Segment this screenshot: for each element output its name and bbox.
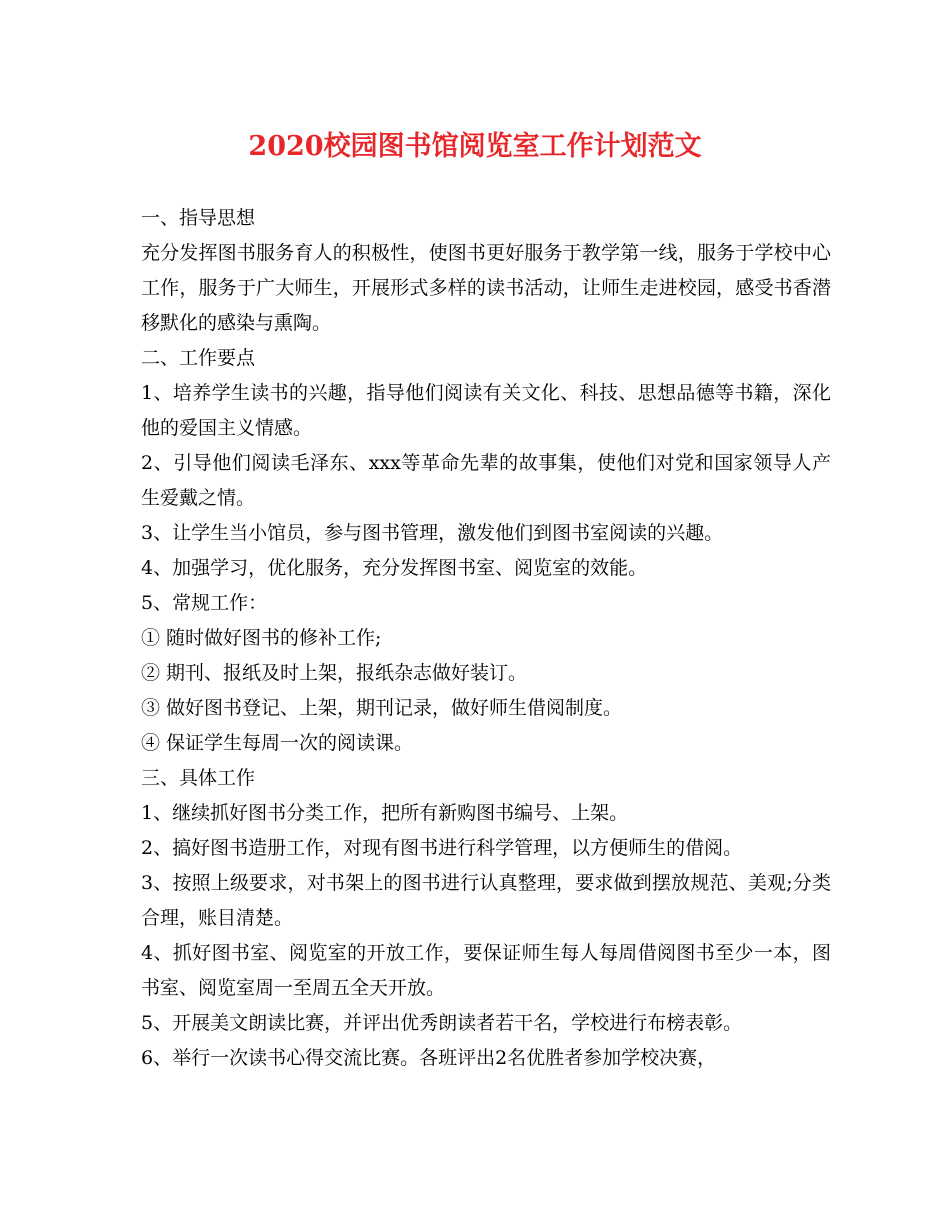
sub-list-item: ① 随时做好图书的修补工作; [141,627,382,649]
list-item: 5、常规工作： [141,592,268,614]
list-item: 3、按照上级要求，对书架上的图书进行认真整理，要求做到摆放规范、美观;分类合理，账目清楚。 [141,872,831,929]
list-item: 3、让学生当小馆员，参与图书管理，激发他们到图书室阅读的兴趣。 [141,522,724,544]
section-heading-specific-work: 三、具体工作 [141,767,256,789]
sub-list-item: ② 期刊、报纸及时上架，报纸杂志做好装订。 [141,662,528,684]
list-item: 4、加强学习，优化服务，充分发挥图书室、阅览室的效能。 [141,557,648,579]
list-item: 1、培养学生读书的兴趣，指导他们阅读有关文化、科技、思想品德等书籍，深化他的爱国主义情感。 [141,382,831,439]
list-item: 1、继续抓好图书分类工作，把所有新购图书编号、上架。 [141,802,629,824]
list-item: 5、开展美文朗读比赛，并评出优秀朗读者若干名，学校进行布榜表彰。 [141,1012,743,1034]
list-item: 2、搞好图书造册工作，对现有图书进行科学管理，以方便师生的借阅。 [141,837,743,859]
document-title: 2020校园图书馆阅览室工作计划范文 [248,131,702,162]
list-item: 6、举行一次读书心得交流比赛。各班评出2名优胜者参加学校决赛， [141,1047,717,1069]
sub-list-item: ④ 保证学生每周一次的阅读课。 [141,732,414,754]
document-body [141,201,831,1076]
paragraph: 充分发挥图书服务育人的积极性，使图书更好服务于教学第一线，服务于学校中心工作，服务于广大师生，开展形式多样的读书活动，让师生走进校园，感受书香潜移默化的感染与熏陶。 [141,242,831,334]
list-item: 4、抓好图书室、阅览室的开放工作，要保证师生每人每周借阅图书至少一本，图书室、阅览室周一至周五全天开放。 [141,942,831,999]
section-heading-work-points: 二、工作要点 [141,347,256,369]
section-heading-guiding-ideology: 一、指导思想 [141,207,256,229]
list-item: 2、引导他们阅读毛泽东、xxx等革命先辈的故事集，使他们对党和国家领导人产生爱戴之情。 [141,452,831,509]
sub-list-item: ③ 做好图书登记、上架，期刊记录，做好师生借阅制度。 [141,697,623,719]
